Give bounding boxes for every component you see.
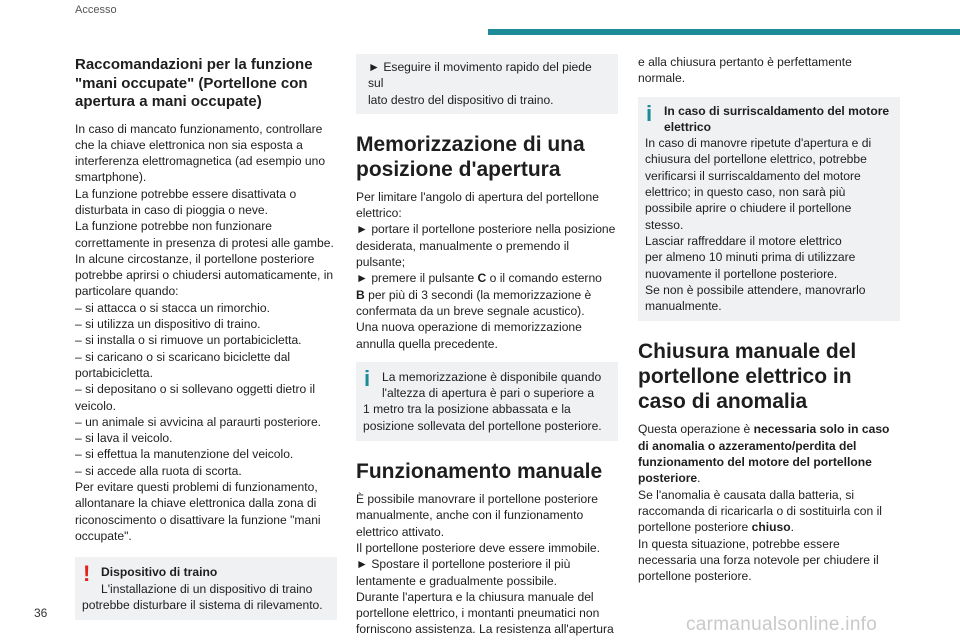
text-line: manualmente, anche con il funzionamento [356, 508, 584, 523]
text-line: Il portellone posteriore deve essere immobile. [356, 540, 601, 555]
emphasis: chiuso [751, 520, 791, 535]
text-run: per più di 3 secondi (la memorizzazione è [364, 287, 592, 302]
info-title: In caso di surriscaldamento del motore elettrico [664, 103, 890, 134]
text-line: – si utilizza un dispositivo di traino. [75, 317, 261, 332]
text-line: riconoscimento o disattivare la funzione "mani [75, 512, 321, 527]
text-line: – si caricano o si scaricano biciclette dal [75, 349, 291, 364]
memorize-heading: Memorizzazione di una posizione d'apertura [356, 132, 585, 181]
info-text: Lasciar raffreddare il motore elettrico [645, 233, 842, 248]
control-b-label: B [356, 287, 365, 302]
text-line: normale. [638, 71, 686, 86]
text-line: desiderata, manualmente o premendo il [356, 238, 570, 253]
info-text: 1 metro tra la posizione abbassata e la [363, 402, 571, 417]
text-line: ► portare il portellone posteriore nella posizione [356, 222, 616, 237]
info-icon: i [364, 365, 371, 391]
text-line: La funzione potrebbe non funzionare [75, 219, 273, 234]
page-number: 36 [34, 606, 48, 620]
text-line: È possibile manovrare il portellone posteriore [356, 492, 598, 507]
text-paragraph [638, 421, 900, 486]
text-line: – si installa o si rimuove un portabicicletta. [75, 333, 302, 348]
text-line: – si lava il veicolo. [75, 431, 173, 446]
section-title: Accesso [75, 4, 117, 16]
memorize-body [356, 189, 618, 352]
text-run: Questa operazione è [638, 422, 754, 437]
column-1 [75, 54, 337, 620]
text-line: ► Spostare il portellone posteriore il più [356, 557, 571, 572]
text-line: lato destro del dispositivo di traino. [368, 92, 554, 107]
info-text: nuovamente il portellone posteriore. [645, 266, 838, 281]
info-text: possibile aprire o chiudere il portellone [645, 201, 852, 216]
emphasis: necessaria solo in caso di anomalia o azzeramento/perdita del funzionamento del motore del portellone posteriore [638, 422, 890, 486]
text-line: elettrico: [356, 206, 402, 221]
text-line: potrebbe aprirsi o chiudersi automaticamente, in [75, 268, 334, 283]
towing-warning-box [75, 557, 337, 620]
continued-text [638, 54, 900, 87]
info-text: Se non è possibile attendere, manovrarlo [645, 282, 866, 297]
memorize-info-box [356, 362, 618, 441]
info-text: posizione sollevata del portellone posteriore. [363, 418, 602, 433]
warning-title: Dispositivo di traino [101, 565, 218, 580]
text-run: o il comando esterno [486, 271, 602, 286]
text-line: Per limitare l'angolo di apertura del portellone [356, 189, 599, 204]
header-accent-bar [488, 29, 960, 35]
info-text: l'altezza di apertura è pari o superiore a [382, 386, 595, 401]
text-line: pulsante; [356, 255, 406, 270]
text-line: interferenza elettromagnetica (ad esempio uno [75, 154, 326, 169]
info-text: manualmente. [645, 299, 722, 314]
text-line: allontanare la chiave elettronica dalla zona di [75, 496, 317, 511]
info-text: verificarsi il surriscaldamento del motore [645, 168, 861, 183]
text-line [356, 270, 618, 286]
info-text: La memorizzazione è disponibile quando [382, 369, 602, 384]
info-text: per almeno 10 minuti prima di utilizzare [645, 250, 856, 265]
text-line: La funzione potrebbe essere disattivata o [75, 186, 297, 201]
text-run: Se l'anomalia è causata dalla batteria, si raccomanda di ricaricarla o di sostituirla con il portellone posteriore [638, 487, 882, 535]
text-line: veicolo. [75, 398, 117, 413]
text-line: Una nuova operazione di memorizzazione [356, 320, 582, 335]
warning-icon: ! [83, 561, 91, 587]
manual-closing-body [638, 421, 900, 584]
text-line: – un animale si avvicina al paraurti posteriore. [75, 414, 322, 429]
text-line: disturbata in caso di pioggia o neve. [75, 202, 268, 217]
info-icon: i [646, 100, 653, 126]
info-text: stesso. [645, 217, 684, 232]
column-3 [638, 54, 900, 584]
text-line: In caso di mancato funzionamento, controllare [75, 121, 323, 136]
text-line: In alcune circostanze, il portellone posteriore [75, 251, 315, 266]
text-line: occupate". [75, 528, 132, 543]
text-line: e alla chiusura pertanto è perfettamente [638, 55, 852, 69]
watermark: carmanualsonline.info [686, 614, 878, 635]
text-line: – si effettua la manutenzione del veicolo. [75, 447, 294, 462]
text-line: annulla quella precedente. [356, 336, 498, 351]
text-line: forniscono assistenza. La resistenza all'apertura [356, 622, 614, 637]
foot-gesture-box [356, 54, 618, 114]
text-line: Per evitare questi problemi di funzionamento, [75, 480, 318, 495]
text-line: elettrico attivato. [356, 524, 445, 539]
text-run: ► premere il pulsante [356, 271, 478, 286]
text-line: ► Eseguire il movimento rapido del piede sul [368, 60, 592, 91]
info-text: elettrico; in questo caso, non sarà più [645, 185, 846, 200]
text-line [356, 287, 618, 303]
text-paragraph: In questa situazione, potrebbe essere necessaria una forza notevole per chiudere il portellone posteriore. [638, 536, 879, 584]
text-line: portellone elettrico, i montanti pneumatici non [356, 606, 600, 621]
button-c-label: C [477, 271, 487, 286]
text-line: – si accede alla ruota di scorta. [75, 463, 242, 478]
column-2 [356, 54, 618, 638]
manual-closing-heading: Chiusura manuale del portellone elettrico in caso di anomalia [638, 340, 857, 414]
text-run: . [790, 520, 794, 535]
hands-free-body [75, 121, 337, 545]
info-text: chiusura del portellone elettrico, potrebbe [645, 152, 867, 167]
text-line: Durante l'apertura e la chiusura manuale del [356, 589, 594, 604]
text-line: lentamente e gradualmente possibile. [356, 573, 558, 588]
overheat-info-box [638, 97, 900, 322]
info-text: In caso di manovre ripetute d'apertura e di [645, 136, 872, 151]
text-line: correttamente in presenza di protesi alle gambe. [75, 235, 334, 250]
text-line: portabicicletta. [75, 365, 153, 380]
warning-text: potrebbe disturbare il sistema di rilevamento. [82, 597, 323, 612]
text-line: confermata da un breve segnale acustico). [356, 303, 585, 318]
text-line: – si depositano o si sollevano oggetti dietro il [75, 382, 316, 397]
warning-text: L'installazione di un dispositivo di traino [101, 581, 313, 596]
text-line: smartphone). [75, 170, 147, 185]
manual-operation-heading: Funzionamento manuale [356, 460, 603, 484]
hands-free-heading: Raccomandazioni per la funzione "mani occupate" (Portellone con apertura a mani occupate) [75, 56, 313, 110]
text-paragraph [638, 487, 900, 536]
manual-operation-body [356, 491, 618, 638]
text-run: . [697, 471, 701, 486]
text-line: – si attacca o si stacca un rimorchio. [75, 300, 270, 315]
text-line: che la chiave elettronica non sia esposta a [75, 137, 303, 152]
text-line: particolare quando: [75, 284, 179, 299]
